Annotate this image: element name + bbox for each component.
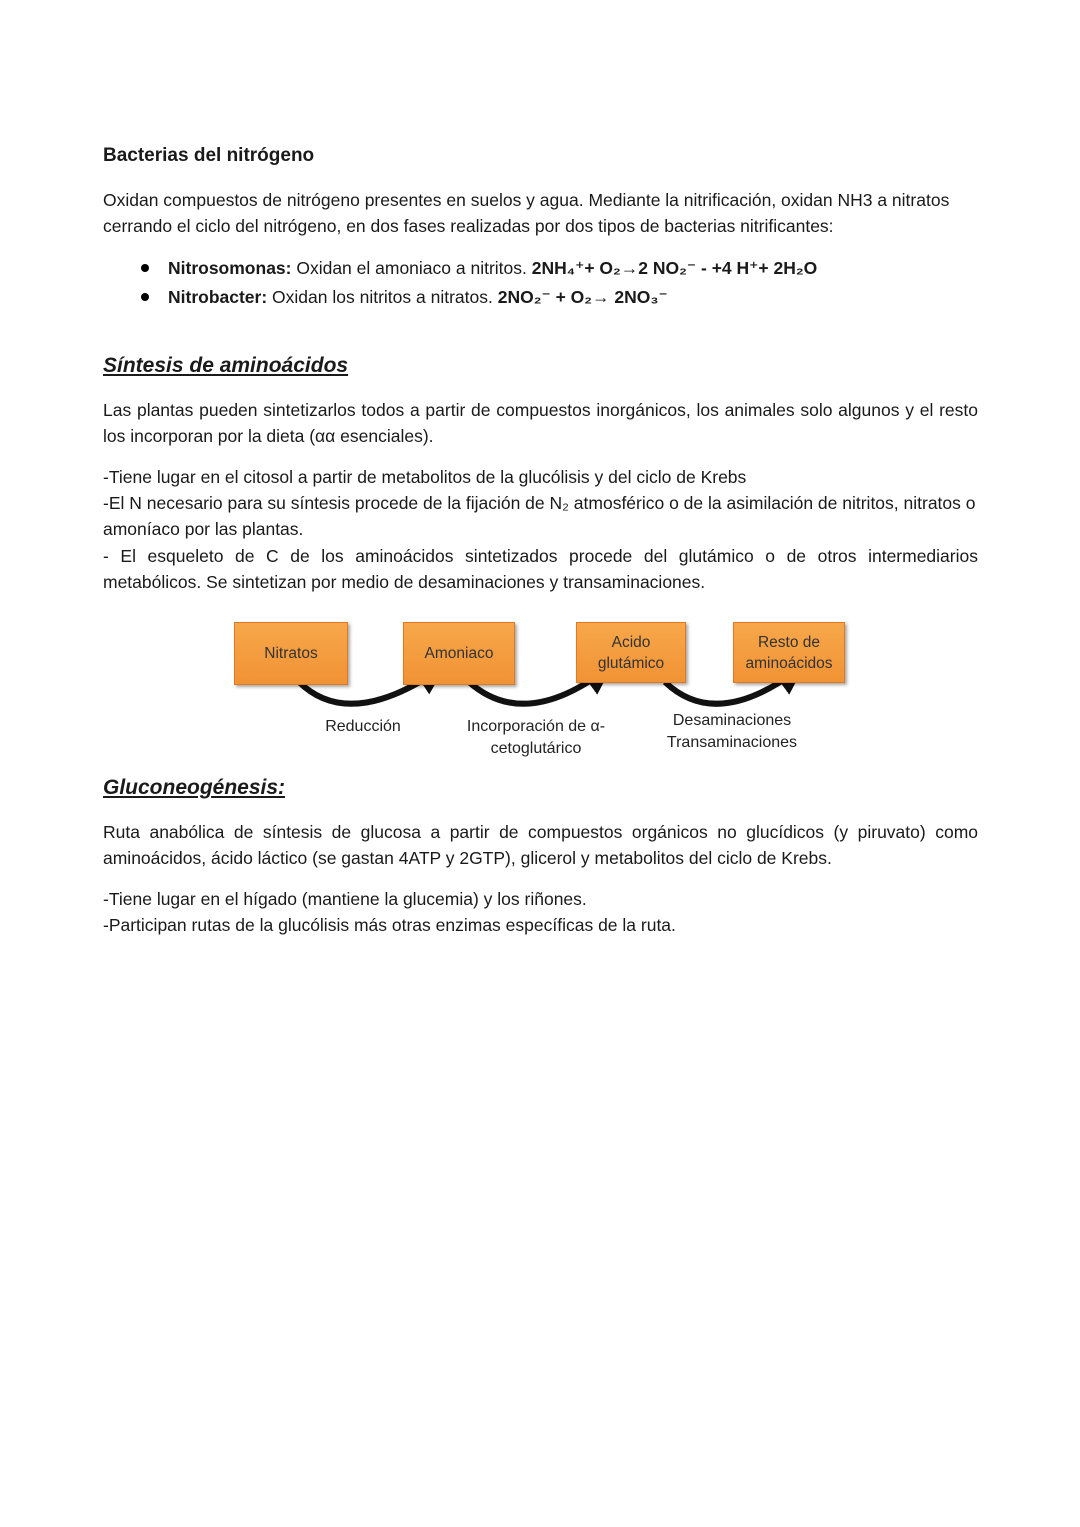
step-label-desaminaciones: Desaminaciones Transaminaciones	[666, 712, 798, 751]
box-resto-aminoacidos: Resto de aminoácidos	[733, 622, 845, 683]
sintesis-line-2: -El N necesario para su síntesis procede de la fijación de N₂ atmosférico o de la asimilación de nitritos, nitratos o amoníaco por las plantas.	[103, 493, 976, 539]
list-item	[103, 254, 978, 283]
gluco-paragraph-1: Ruta anabólica de síntesis de glucosa a partir de compuestos orgánicos no glucídicos (y piruvato) como aminoácidos, ácido láctico (se gastan 4ATP y 2GTP), glicerol y metabolitos del ciclo de Krebs.	[103, 822, 978, 868]
sintesis-line-1: -Tiene lugar en el citosol a partir de metabolitos de la glucólisis y del ciclo de Krebs	[103, 467, 747, 487]
bacteria-text: Oxidan el amoniaco a nitritos.	[291, 258, 532, 278]
reaction-formula: 2NH₄⁺+ O₂→2 NO₂⁻ - +4 H⁺+ 2H₂O	[531, 258, 818, 278]
bacteria-text: Oxidan los nitritos a nitratos.	[267, 287, 498, 307]
sintesis-line-3: - El esqueleto de C de los aminoácidos sintetizados procede del glutámico o de otros intermediarios metabólicos. Se sintetizan por medio de desaminaciones y transaminaciones.	[103, 546, 978, 592]
list-item	[103, 283, 978, 312]
step-label-reduccion: Reducción	[325, 718, 401, 735]
box-acido-glutamico: Acido glutámico	[576, 622, 686, 683]
box-nitratos: Nitratos	[234, 622, 348, 685]
reaction-formula: 2NO₂⁻ + O₂→ 2NO₃⁻	[497, 287, 668, 307]
bacteria-name: Nitrosomonas:	[168, 258, 292, 278]
section-title-gluconeogenesis: Gluconeogénesis:	[103, 776, 286, 799]
box-amoniaco: Amoniaco	[403, 622, 515, 685]
gluco-line-1: -Tiene lugar en el hígado (mantiene la glucemia) y los riñones.	[103, 889, 587, 909]
step-label-incorporacion: Incorporación de α-cetoglutárico	[466, 718, 606, 757]
bullet-icon	[141, 293, 149, 301]
bullet-icon	[141, 264, 149, 272]
gluco-line-2: -Participan rutas de la glucólisis más otras enzimas específicas de la ruta.	[103, 915, 676, 935]
sintesis-paragraph-1: Las plantas pueden sintetizarlos todos a partir de compuestos inorgánicos, los animales solo algunos y el resto los incorporan por la dieta (αα esenciales).	[103, 400, 978, 446]
bacterias-list	[103, 254, 978, 312]
bacterias-intro: Oxidan compuestos de nitrógeno presentes en suelos y agua. Mediante la nitrificación, oxidan NH3 a nitratos cerrando el ciclo del nitrógeno, en dos fases realizadas por dos tipos de bacterias nitrificantes:	[103, 190, 950, 236]
section-title-sintesis: Síntesis de aminoácidos	[103, 354, 349, 377]
bacteria-name: Nitrobacter:	[168, 287, 268, 307]
section-title-bacterias: Bacterias del nitrógeno	[103, 145, 315, 166]
aminoacid-pathway-diagram	[103, 600, 978, 780]
